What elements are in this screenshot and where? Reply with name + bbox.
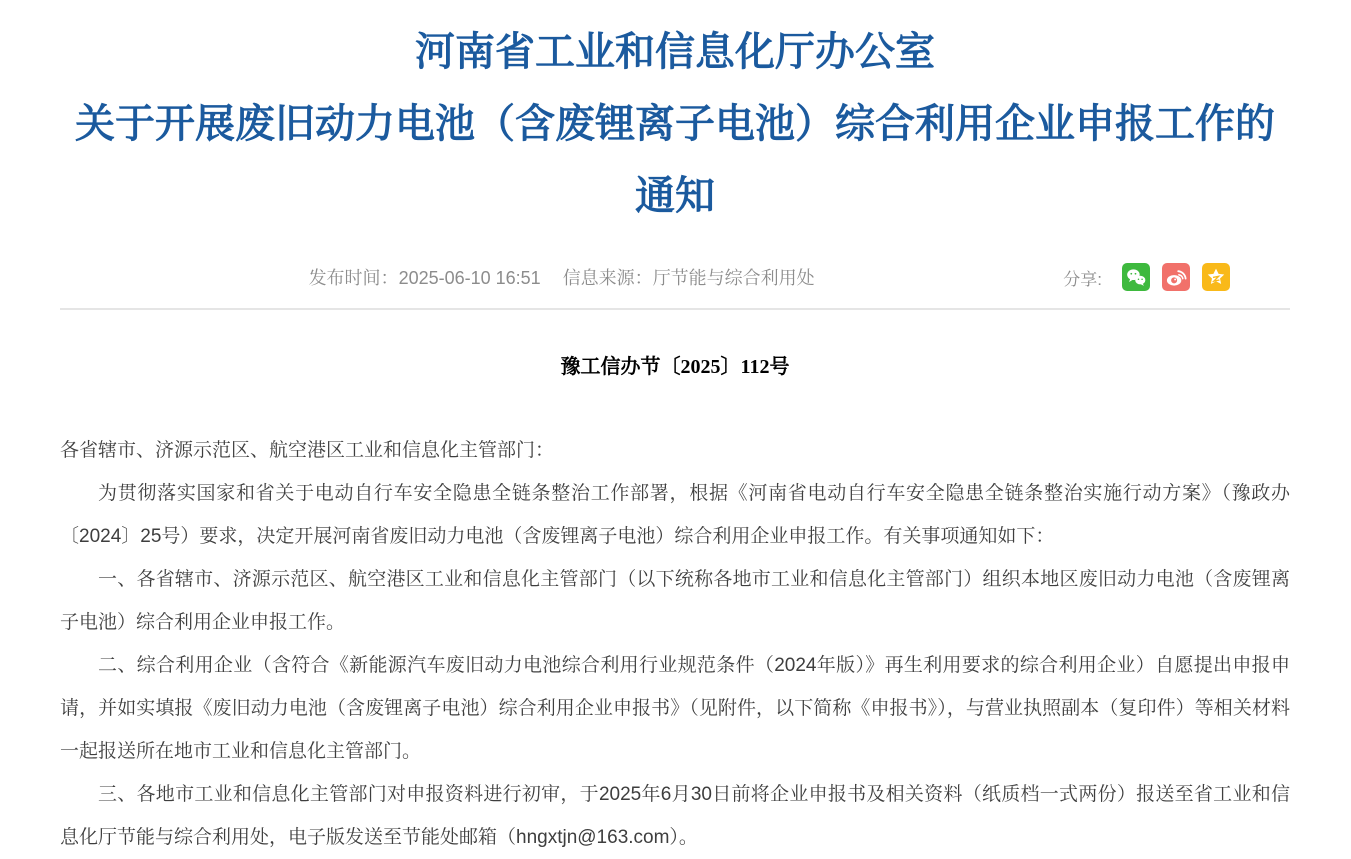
wechat-icon xyxy=(1124,265,1148,289)
page-title xyxy=(60,16,1290,232)
doc-number: 豫工信办节〔2025〕112号 xyxy=(560,356,790,378)
meta-row xyxy=(60,254,1290,300)
share-label: 分享: xyxy=(1063,269,1102,289)
weibo-icon xyxy=(1164,265,1188,289)
paragraph-3: 二、综合利用企业（含符合《新能源汽车废旧动力电池综合利用行业规范条件（2024年版）》再生利用要求的综合利用企业）自愿提出申报申请，并如实填报《废旧动力电池（含废锂离子电池）综合利用企业申报书》（见附件，以下简称《申报书》），与营业执照副本（复印件）等相关材料一起报送所在地市工业和信息化主管部门。 xyxy=(60,655,1290,762)
notice-page xyxy=(0,16,1351,859)
source-value: 厅节能与综合利用处 xyxy=(652,268,815,288)
paragraph-4: 三、各地市工业和信息化主管部门对申报资料进行初审，于2025年6月30日前将企业申报书及相关资料（纸质档一式两份）报送至省工业和信息化厅节能与综合利用处，电子版发送至节能处邮箱（hngxtjn@163.com）。 xyxy=(60,784,1290,848)
share-weibo-button[interactable] xyxy=(1162,263,1190,291)
divider xyxy=(60,308,1290,310)
share-favorite-button[interactable] xyxy=(1202,263,1230,291)
title-line-1: 河南省工业和信息化厅办公室 xyxy=(415,30,935,74)
paragraph-2: 一、各省辖市、济源示范区、航空港区工业和信息化主管部门（以下统称各地市工业和信息化主管部门）组织本地区废旧动力电池（含废锂离子电池）综合利用企业申报工作。 xyxy=(60,569,1290,633)
publish-info xyxy=(60,264,1063,290)
salutation: 各省辖市、济源示范区、航空港区工业和信息化主管部门： xyxy=(60,440,555,461)
publish-time-label: 发布时间： xyxy=(308,268,399,288)
publish-time-value: 2025-06-10 16:51 xyxy=(398,268,541,288)
share-wechat-button[interactable] xyxy=(1122,263,1150,291)
notice-body xyxy=(60,429,1290,859)
share-block xyxy=(1063,263,1290,291)
paragraph-1: 为贯彻落实国家和省关于电动自行车安全隐患全链条整治工作部署，根据《河南省电动自行车安全隐患全链条整治实施行动方案》（豫政办〔2024〕25号）要求，决定开展河南省废旧动力电池（含废锂离子电池）综合利用企业申报工作。有关事项通知如下： xyxy=(60,483,1290,547)
star-icon xyxy=(1204,265,1228,289)
title-line-2: 关于开展废旧动力电池（含废锂离子电池）综合利用企业申报工作的通知 xyxy=(75,102,1275,218)
source-label: 信息来源： xyxy=(562,268,653,288)
